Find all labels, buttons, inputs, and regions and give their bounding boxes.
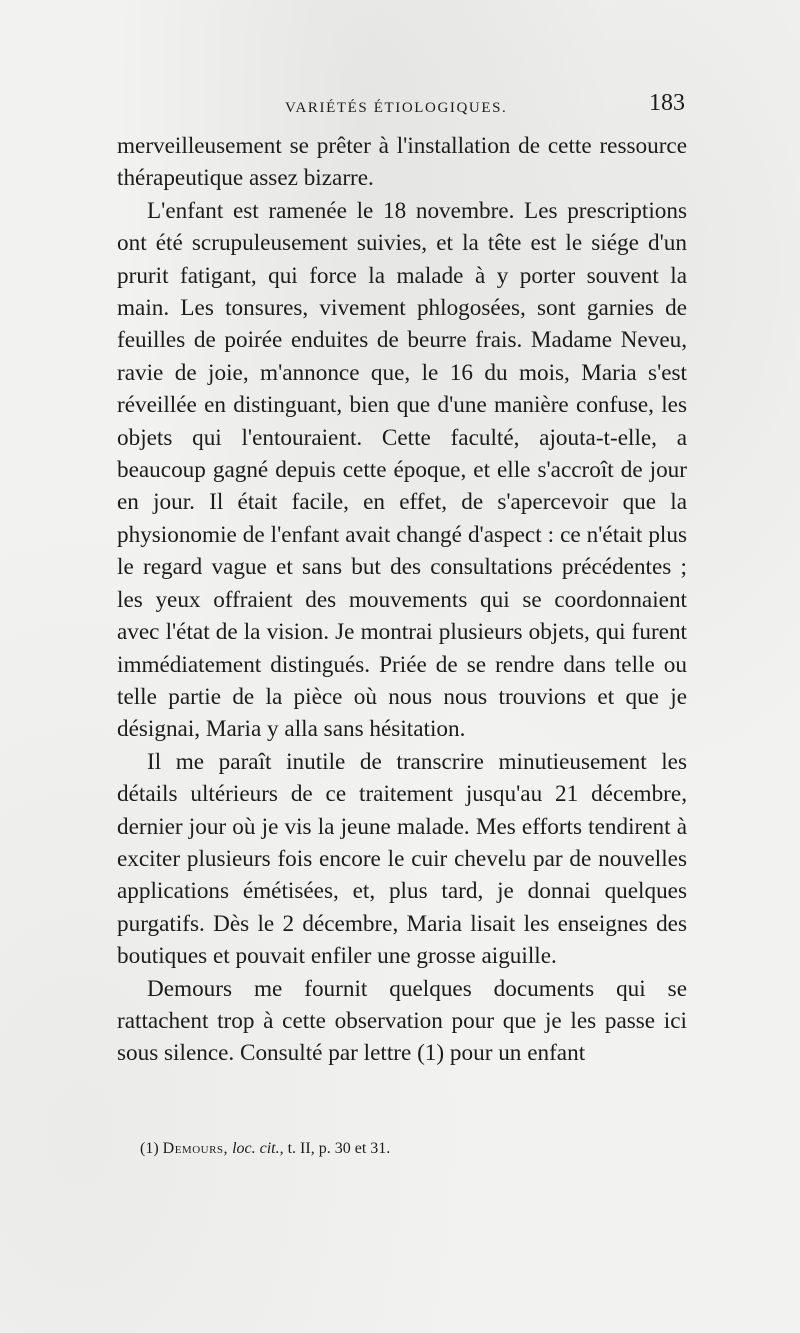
paragraph-1: merveilleusement se prêter à l'installation de cette ressource thérapeutique assez bizarre. — [117, 133, 687, 192]
footnote-ref: loc. cit., — [232, 1140, 284, 1157]
page-header — [115, 90, 685, 124]
footnote-rest: t. II, p. 30 et 31. — [287, 1140, 391, 1157]
page-number: 183 — [649, 90, 685, 116]
paragraph-4: Demours me fournit quelques documents qui se rattachent trop à cette observation pour que je les passe ici sous silence. Consulté par lettre (1) pour un enfant — [117, 975, 687, 1067]
running-head: VARIÉTÉS ÉTIOLOGIQUES. — [285, 100, 508, 116]
footnote — [140, 1140, 680, 1158]
footnote-marker: (1) — [140, 1140, 159, 1157]
body-text — [117, 130, 687, 1070]
paragraph-3: Il me paraît inutile de transcrire minutieusement les détails ultérieurs de ce traitement jusqu'au 21 décembre, dernier jour où je vis la jeune malade. Mes efforts tendirent à exciter plusieurs fois encore le cuir chevelu par de nouvelles applications émétisées, et, plus tard, je donnai quelques purgatifs. Dès le 2 décembre, Maria lisait les enseignes des boutiques et pouvait enfiler une grosse aiguille. — [117, 748, 687, 970]
paragraph-2: L'enfant est ramenée le 18 novembre. Les prescriptions ont été scrupuleusement suivies, et la tête est le siége d'un prurit fatigant, qui force la malade à y porter souvent la main. Les tonsures, vivement phlogosées, sont garnies de feuilles de poirée enduites de beurre frais. Madame Neveu, ravie de joie, m'annonce que, le 16 du mois, Maria s'est réveillée en distinguant, bien que d'une manière confuse, les objets qui l'entouraient. Cette faculté, ajouta-t-elle, a beaucoup gagné depuis cette époque, et elle s'accroît de jour en jour. Il était facile, en effet, de s'apercevoir que la physionomie de l'enfant avait changé d'aspect : ce n'était plus le regard vague et sans but des consultations précédentes ; les yeux offraient des mouvements qui se coordonnaient avec l'état de la vision. Je montrai plusieurs objets, qui furent immédiatement distingués. Priée de se rendre dans telle ou telle partie de la pièce où nous nous trouvions et que je désignai, Maria y alla sans hésitation. — [117, 197, 687, 743]
footnote-author: Demours, — [162, 1140, 229, 1157]
